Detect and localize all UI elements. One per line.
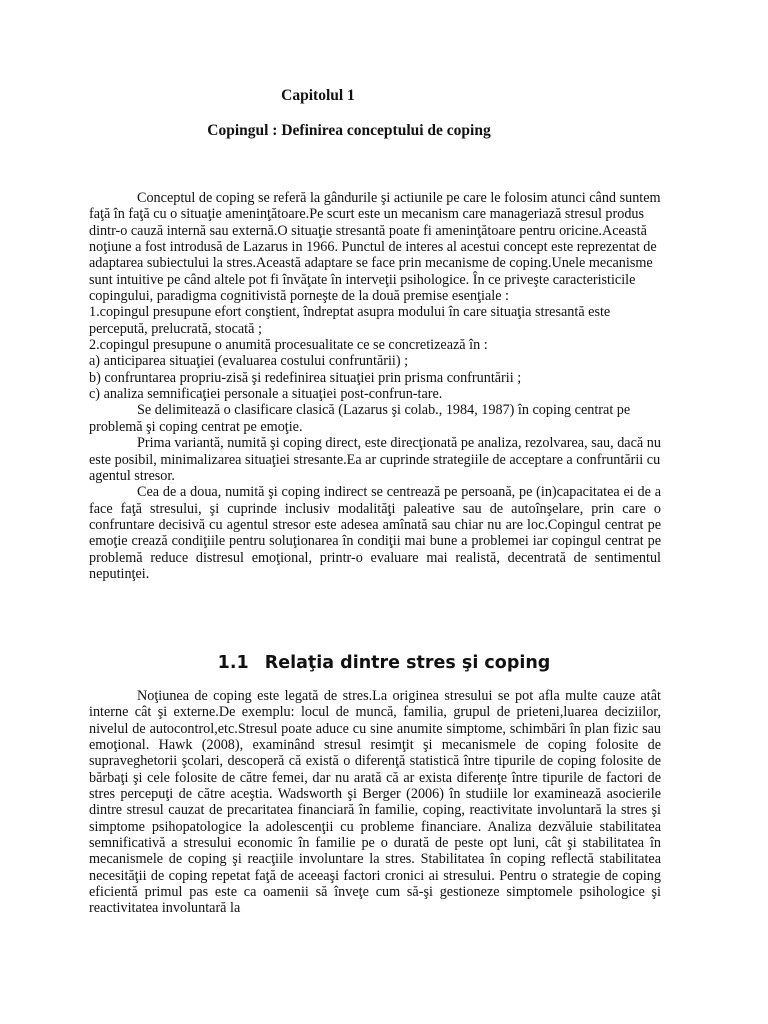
section-title: Relaţia dintre stres şi coping [264,653,551,673]
premise-item-a: a) anticiparea situaţiei (evaluarea costului confruntării) ; [89,353,409,370]
intro-paragraph-1: Conceptul de coping se referă la gândurile şi actiunile pe care le folosim atunci când suntem faţă în faţă cu o situaţie ameninţătoare.Pe scurt este un mecanism care manageriază stresul produs dintr-o cauză internă sau externă.O situaţie stresantă poate fi ameninţătoare pentru oricine.Această noţiune a fost introdusă de Lazarus in 1966. Punctul de interes al acestui concept este reprezentat de adaptarea subiectului la stres.Această adaptare se face prin mecanisme de coping.Unele mecanisme sunt intuitive pe când altele pot fi învăţate în interveţii psihologice. În ce priveşte caracteristicile copingului, paradigma cognitivistă porneşte de la două premise esenţiale : [89,190,661,305]
premise-item-b: b) confruntarea propriu-zisă şi redefinirea situaţiei prin prisma confruntării ; [89,369,522,386]
section-heading [0,653,768,673]
intro-paragraph-2: Se delimitează o clasificare clasică (Lazarus şi colab., 1984, 1987) în coping centrat pe problemă şi coping centrat pe emoţie. [89,402,631,435]
intro-paragraph-3: Prima variantă, numită şi coping direct, este direcţionată pe analiza, rezolvarea, sau, dacă nu este posibil, minimalizarea situaţiei stresante.Ea ar cuprinde strategiile de acceptare a confruntării cu agentul stresor. [89,435,661,484]
intro-paragraph-4: Cea de a doua, numită şi coping indirect se centrează pe persoană, pe (in)capacitatea ei de a face faţă stresului, şi cuprinde inclusiv modalităţi paleative sau de autoînşelare, prin care o confruntare decisivă cu agentul stresor este adesea amînată sau chiar nu are loc.Copingul centrat pe emoţie crează condiţiile pentru soluţionarea în condiţii mai bune a problemei iar copingul centrat pe problemă reduce distresul emoţional, printr-o evaluare mai realistă, decentrată de sentimentul neputinţei. [89,484,661,582]
chapter-subtitle: Copingul : Definirea conceptului de coping [207,122,491,139]
section-paragraph-1: Noţiunea de coping este legată de stres.La originea stresului se pot afla multe cauze atât interne cât şi externe.De exemplu: locul de muncă, familia, grupul de prieteni,luarea deciziilor, nivelul de autocontrol,etc.Stresul poate aduce cu sine anumite simptome, schimbări în plan fizic sau emoţional. Hawk (2008), examinând stresul resimţit şi mecanismele de coping folosite de supraveghetorii şcolari, descoperă că există o diferenţă statistică între tipurile de coping folosite de bărbaţi şi cele folosite de către femei, dar nu arată că ar exista diferenţe între tipurile de factori de stres percepuţi de către aceştia. Wadsworth şi Berger (2006) în studiile lor examinează asocierile dintre stresul cauzat de precaritatea financiară în familie, coping, reactivitate involuntară la stres şi simptome psihopatologice la adolescenţii cu probleme financiare. Analiza dezvăluie stabilitatea semnificativă a stresului economic în familie pe o durată de peste opt luni, cât şi stabilitatea în mecanismele de coping şi reacţiile involuntare la stres. Stabilitatea în coping reflectă stabilitatea necesităţii de coping repetat faţă de aceeaşi factori cronici ai stresului. Pentru o strategie de coping eficientă primul pas este ca oamenii să înveţe cum să-şi gestioneze simptomele psihologice şi reactivitatea involuntară la [89,688,661,917]
section-body [89,688,661,917]
premise-item-1: 1.copingul presupune efort conştient, îndreptat asupra modului în care situaţia stresantă este percepută, prelucrată, stocată ; [89,304,611,337]
premise-item-2: 2.copingul presupune o anumită procesualitate ce se concretizează în : [89,337,488,354]
section-number: 1.1 [217,653,249,673]
premise-item-c: c) analiza semnificaţiei personale a situaţiei post-confrun-tare. [89,386,443,403]
chapter-title: Capitolul 1 [281,87,355,104]
intro-body [89,190,661,582]
